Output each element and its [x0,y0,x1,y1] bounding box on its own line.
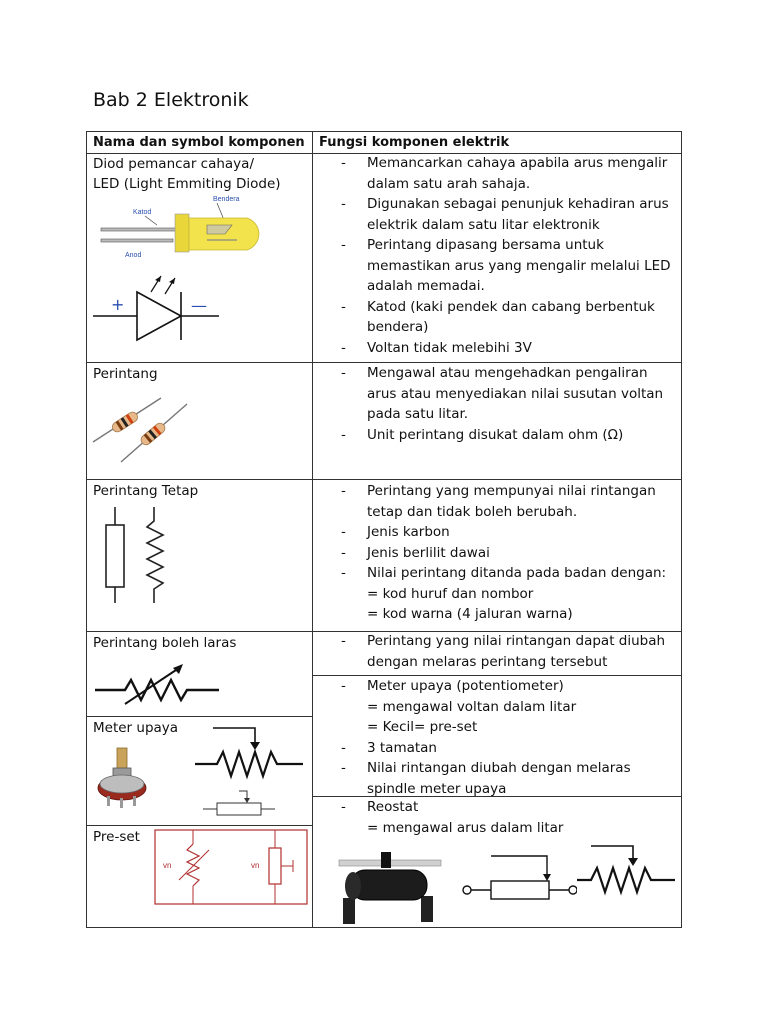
list-item: - Reostat = mengawal arus dalam litar [317,797,677,838]
list-item: - 3 tamatan [317,738,677,759]
preset-label: vn [163,861,172,870]
header-function: Fungsi komponen elektrik [319,135,510,150]
preset-circuit [153,828,311,908]
list-item: - Jenis berlilit dawai [317,543,677,564]
potentiometer-name: Meter upaya [93,720,179,736]
row-divider [87,716,312,717]
component-table [86,131,682,928]
list-item: - Voltan tidak melebihi 3V [317,338,677,359]
preset-name: Pre-set [93,829,140,845]
flag-label: Bendera [213,196,240,203]
fixed-resistor-name: Perintang Tetap [93,483,199,499]
list-item: - Nilai rintangan diubah dengan melaras spindle meter upaya [317,758,677,799]
rheostat-box-symbol [461,852,577,912]
header-name: Nama dan symbol komponen [93,135,305,150]
fixed-resistor-functions [317,481,677,625]
resistor-functions [317,363,677,445]
list-item: - Digunakan sebagai penunjuk kehadiran arus elektrik dalam satu litar elektronik [317,194,677,235]
variable-resistor-name: Perintang boleh laras [93,635,237,651]
list-item: - Meter upaya (potentiometer) = mengawal voltan dalam litar = Kecil= pre-set [317,676,677,738]
list-item: - Perintang yang nilai rintangan dapat diubah dengan melaras perintang tersebut [317,631,677,672]
potentiometer-functions [317,676,677,799]
anode-label: Anod [125,252,142,259]
row-divider [87,825,312,826]
resistor-photo [91,390,191,464]
potentiometer-symbol [195,724,307,780]
cathode-label: Katod [133,209,152,216]
potentiometer-box-symbol [203,787,277,819]
list-item: - Mengawal atau mengehadkan pengaliran arus atau menyediakan nilai susutan voltan pada satu litar. [317,363,677,425]
row-divider [87,479,681,480]
led-functions [317,153,677,358]
rheostat-zigzag-symbol [577,844,677,902]
list-item: - Perintang yang mempunyai nilai rintangan tetap dan tidak boleh berubah. [317,481,677,522]
led-symbol [93,272,223,352]
resistor-name: Perintang [93,366,158,382]
variable-resistor-functions [317,631,677,672]
list-item: - Nilai perintang ditanda pada badan dengan: = kod huruf dan nombor = kod warna (4 jaluran warna) [317,563,677,625]
column-divider [312,132,313,927]
list-item: - Katod (kaki pendek dan cabang berbentuk bendera) [317,297,677,338]
list-item: - Perintang dipasang bersama untuk memastikan arus yang mengalir melalui LED adalah memadai. [317,235,677,297]
list-item: - Unit perintang disukat dalam ohm (Ω) [317,425,677,446]
led-name: Diod pemancar cahaya/ LED (Light Emmiting Diode) [93,156,281,192]
list-item: - Memancarkan cahaya apabila arus mengalir dalam satu arah sahaja. [317,153,677,194]
rheostat-functions [317,797,677,838]
minus-mark: — [191,296,207,315]
preset-label: vn [251,861,260,870]
fixed-resistor-symbols [97,505,177,605]
page-title: Bab 2 Elektronik [93,89,249,111]
rheostat-photo [329,840,449,926]
led-illustration [97,192,277,264]
plus-mark: + [111,295,125,314]
variable-resistor-symbol [95,662,225,706]
list-item: - Jenis karbon [317,522,677,543]
potentiometer-photo [95,744,151,808]
